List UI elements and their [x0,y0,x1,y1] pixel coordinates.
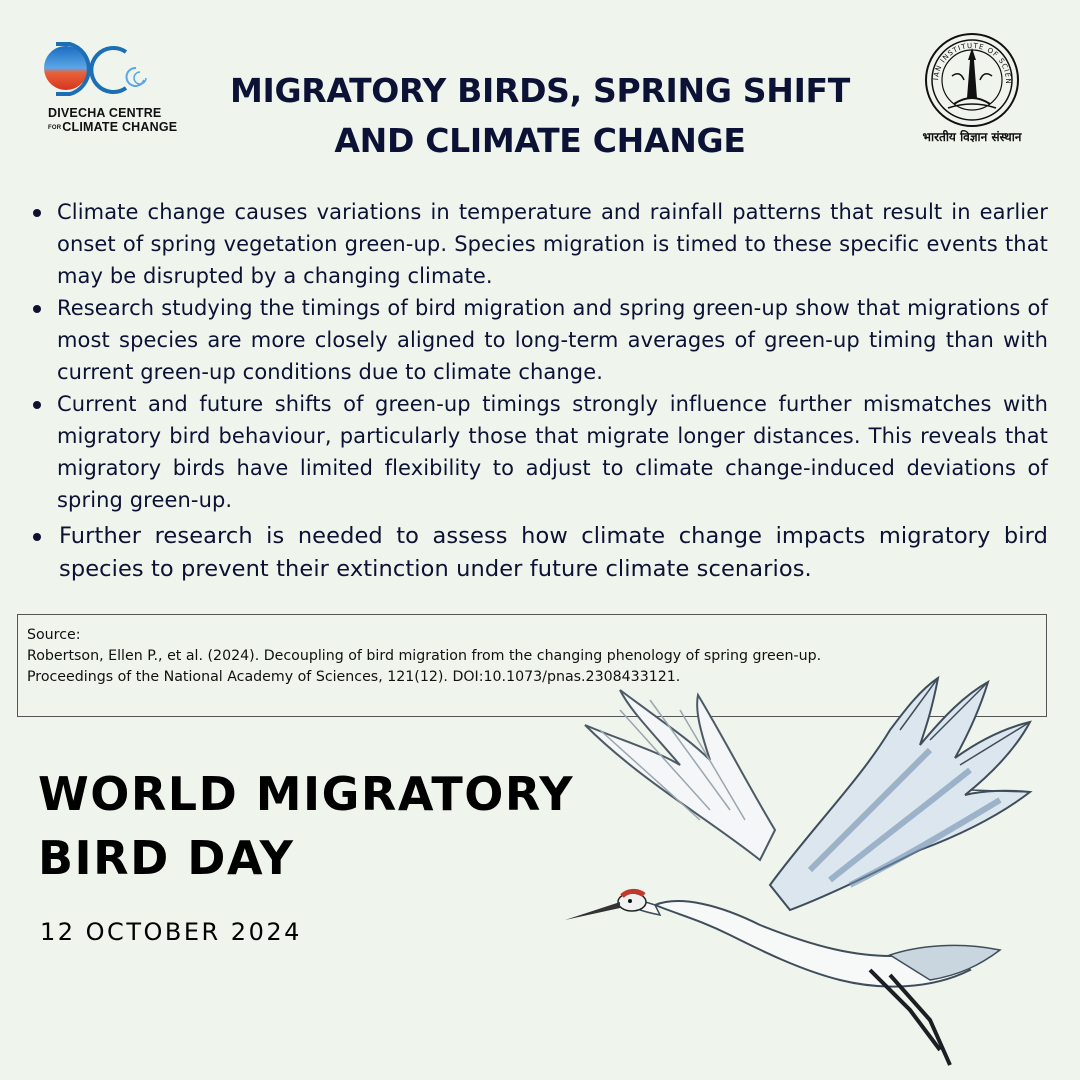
list-item: Current and future shifts of green-up timings strongly influence further mismatches with migratory bird behaviour, particularly those that migrate longer distances. This reveals that migratory birds have limited flexibility to adjust to climate change-induced deviations of spring green-up. [30,388,1048,516]
divecha-centre-logo [40,38,178,138]
key-points-list [30,196,1048,586]
crane-back-wing [585,690,775,860]
svg-text:INDIAN INSTITUTE OF SCIENCE: IAN INSTITUTE OF SCIEN [932,41,1013,85]
bullet-icon [33,401,41,409]
event-title [38,762,598,890]
source-citation-line-2: Proceedings of the National Academy of Sciences, 121(12). DOI:10.1073/pnas.2308433121. [27,669,681,685]
crane-front-wing [770,678,1030,910]
list-item: Further research is needed to assess how climate change impacts migratory bird species to prevent their extinction under future climate scenarios. [30,520,1048,586]
page-title [200,66,880,166]
bullet-icon [33,305,41,313]
source-citation-line-1: Robertson, Ellen P., et al. (2024). Decoupling of bird migration from the changing phenology of spring green-up. [27,648,822,664]
iisc-emblem-icon [912,30,1032,130]
event-title-line-2: BIRD DAY [38,831,295,885]
event-date: 12 OCTOBER 2024 [40,918,302,946]
flying-crane-illustration [560,670,1060,1080]
iisc-hindi-name: भारतीय विज्ञान संस्थान [922,130,1022,144]
source-label: Source: [27,627,81,643]
page-title-line-1: MIGRATORY BIRDS, SPRING SHIFT [229,71,851,110]
crane-eye [628,899,632,903]
divecha-logo-icon [40,38,160,106]
list-item: Research studying the timings of bird migration and spring green-up show that migrations of most species are more closely aligned to long-term averages of green-up timing than with current green-up conditions due to climate change. [30,292,1048,388]
divecha-logo-text: DIVECHA CENTRE FORCLIMATE CHANGE [48,106,178,134]
iisc-emblem [912,30,1032,150]
bullet-icon [33,209,41,217]
event-title-line-1: WORLD MIGRATORY [38,767,575,821]
bullet-icon [33,533,41,541]
list-item: Climate change causes variations in temperature and rainfall patterns that result in earlier onset of spring vegetation green-up. Species migration is timed to these specific events that may be disrupted by a changing climate. [30,196,1048,292]
crane-beak [565,902,620,920]
page-title-line-2: AND CLIMATE CHANGE [334,121,746,160]
